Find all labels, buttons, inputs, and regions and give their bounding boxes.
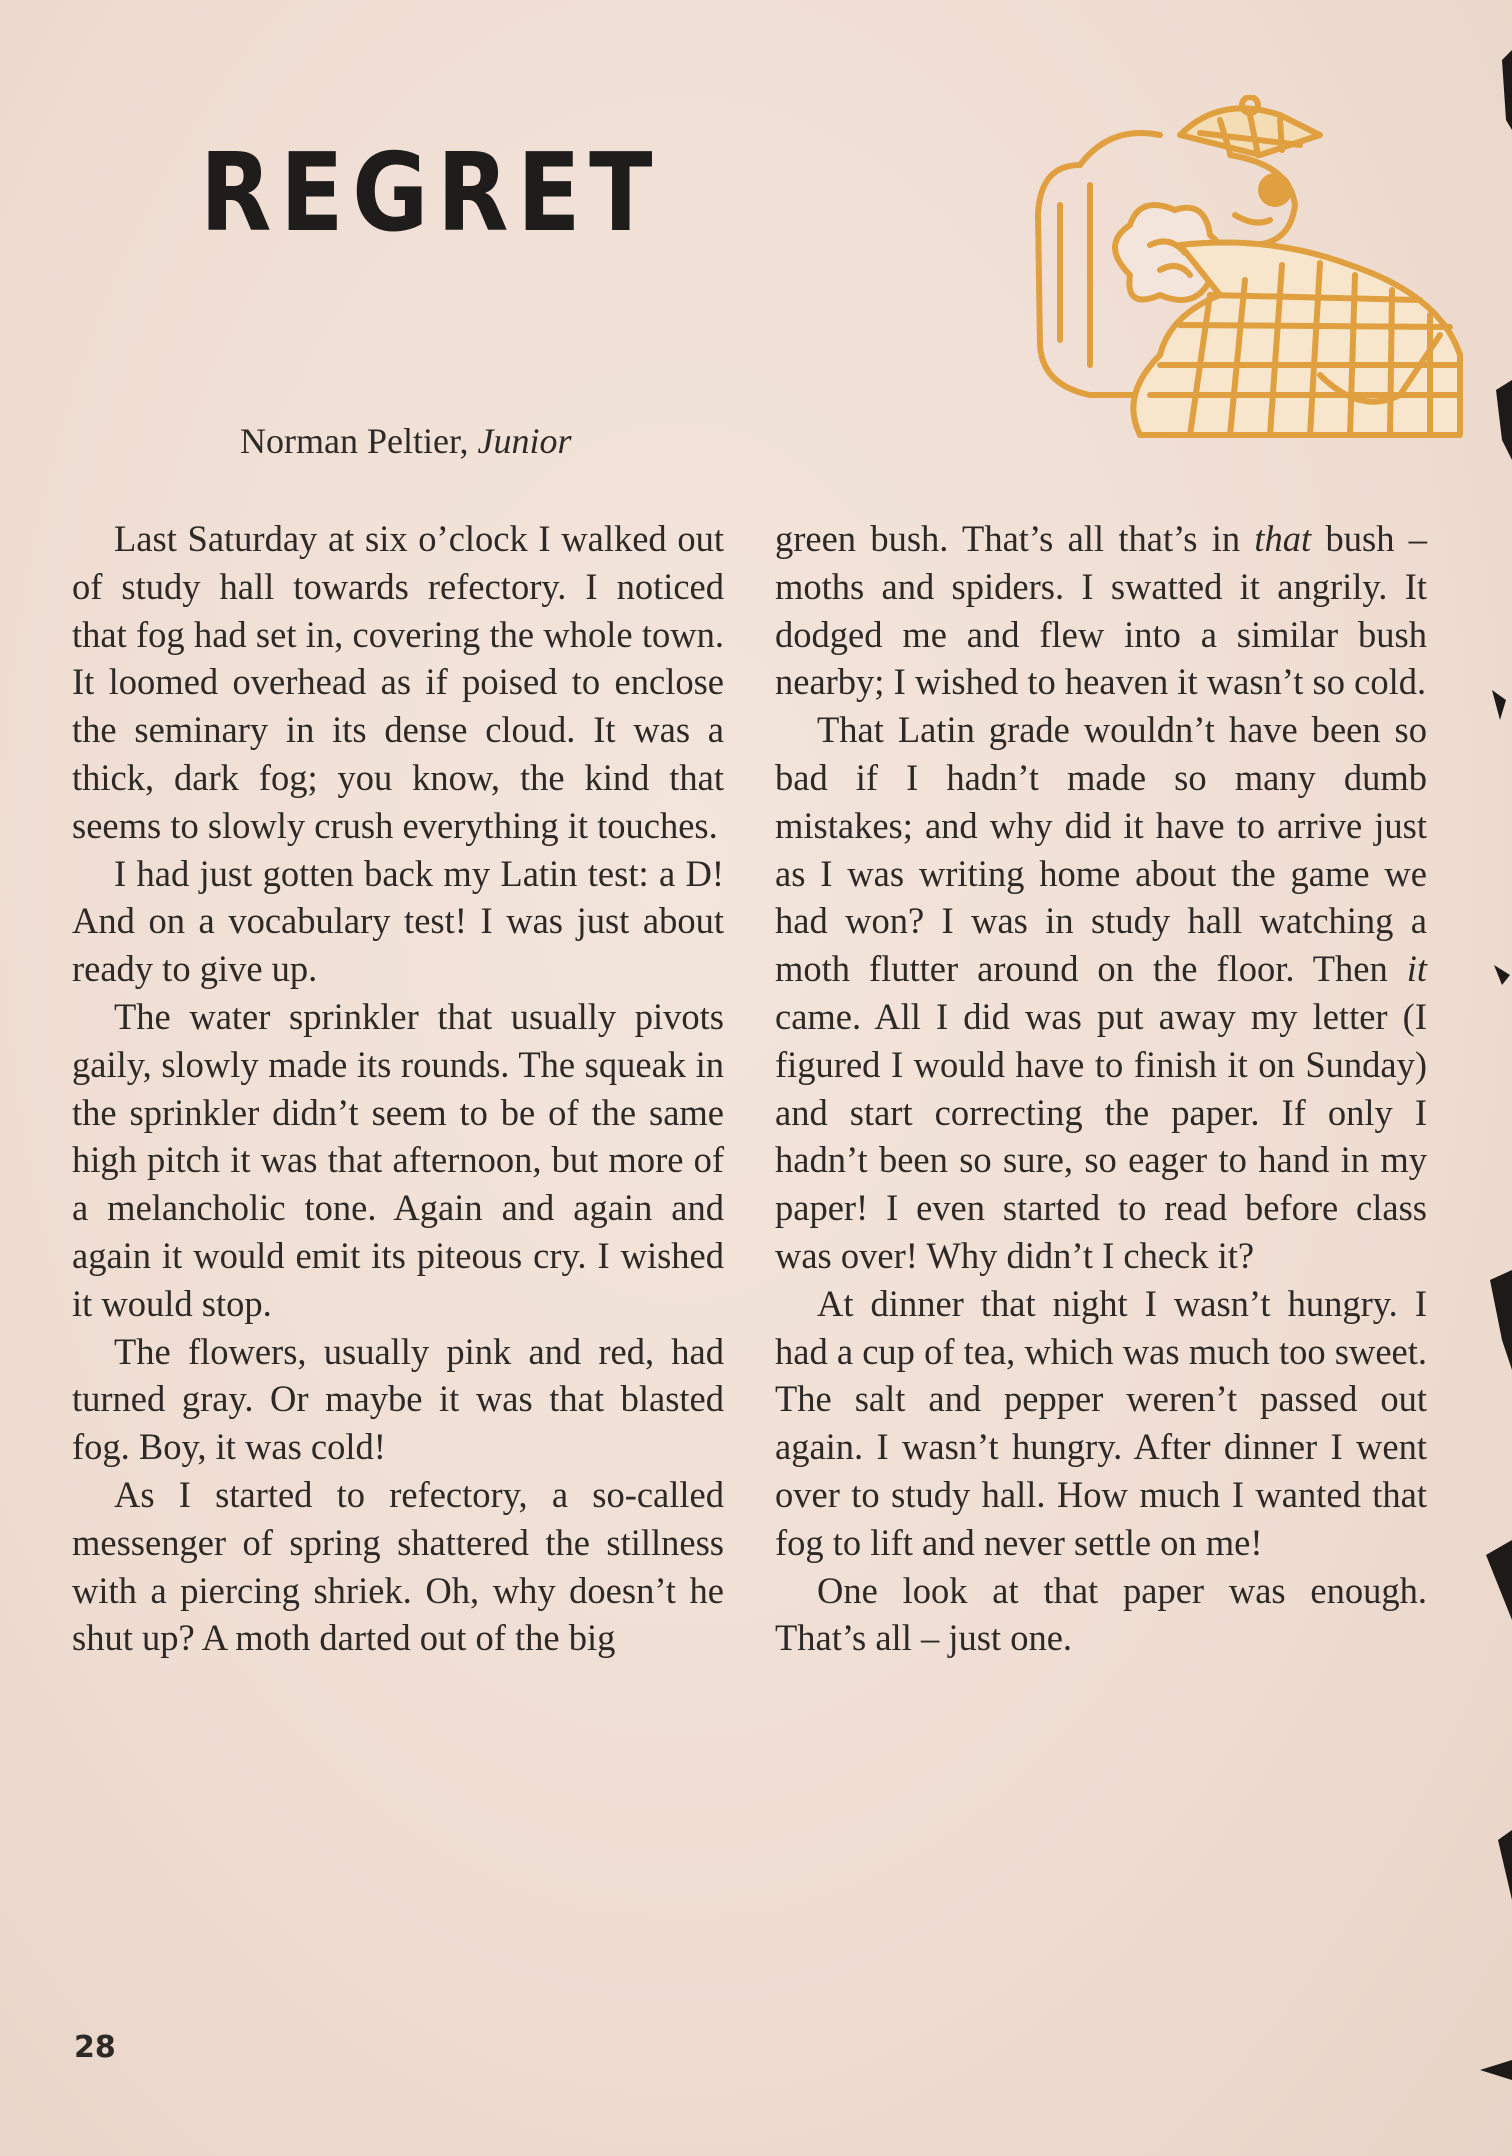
paragraph-text: bush – moths and spiders. I swatted it angrily. It dodged me and flew into a similar bush nearby; I wished to heaven it wasn’t so cold. (775, 518, 1427, 703)
author-name: Norman Peltier, (240, 421, 469, 461)
paragraph-text: One look at that paper was enough. That’s all – just one. (775, 1569, 1427, 1659)
paragraph-text: Last Saturday at six o’clock I walked out of study hall towards refectory. I noticed that fog had set in, covering the whole town. It loomed overhead as if poised to enclose the seminary in its dense cloud. It was a thick, dark fog; you know, the kind that seems to slowly crush everything it touches. (72, 518, 724, 846)
paragraph (775, 1567, 1427, 1663)
paragraph-text: The flowers, usually pink and red, had turned gray. Or maybe it was that blasted fog. Boy, it was cold! (72, 1330, 724, 1468)
torn-edge-decoration (1472, 0, 1512, 2156)
paragraph-text: The water sprinkler that usually pivots gaily, slowly made its rounds. The squeak in the sprinkler didn’t seem to be of the same high pitch it was that afternoon, but more of a melancholic tone. Again and again and again it would emit its piteous cry. I wished it would stop. (72, 995, 724, 1324)
paragraph (775, 1280, 1427, 1567)
right-column (775, 515, 1427, 1662)
paragraph (775, 515, 1427, 706)
paragraph (72, 515, 724, 850)
article-title: REGRET (200, 131, 662, 256)
byline (240, 420, 572, 462)
left-column (72, 515, 724, 1662)
paragraph-text: green bush. That’s all that’s in (775, 518, 1255, 559)
page-number: 28 (74, 2030, 116, 2065)
paragraph-text: That Latin grade wouldn’t have been so bad if I hadn’t made so many dumb mistakes; and why did it have to arrive just as I was writing home about the game we had won? I was in study hall watching a moth flutter around on the floor. Then (775, 709, 1427, 990)
emphasized-text: it (1406, 948, 1427, 990)
paragraph (775, 706, 1427, 1280)
paragraph (72, 1328, 724, 1471)
paragraph-text: I had just gotten back my Latin test: a D! And on a vocabulary test! I was just about ready to give up. (72, 852, 724, 990)
detective-with-pipe-icon (1020, 95, 1470, 455)
author-class: Junior (477, 421, 572, 461)
paragraph (72, 1471, 724, 1662)
paragraph (72, 993, 724, 1328)
paragraph (72, 850, 724, 993)
emphasized-text: that (1254, 518, 1312, 559)
paragraph-text: came. All I did was put away my letter (I figured I would have to finish it on Sunday) and start correcting the paper. If only I hadn’t been so sure, so eager to hand in my paper! I even started to read before class was over! Why didn’t I check it? (775, 995, 1427, 1276)
paragraph-text: At dinner that night I wasn’t hungry. I had a cup of tea, which was much too sweet. The salt and pepper weren’t passed out again. I wasn’t hungry. After dinner I went over to study hall. How much I wanted that fog to lift and never settle on me! (775, 1282, 1427, 1563)
paragraph-text: As I started to refectory, a so-called messenger of spring shattered the stillness with a piercing shriek. Oh, why doesn’t he shut up? A moth darted out of the big (72, 1473, 724, 1659)
